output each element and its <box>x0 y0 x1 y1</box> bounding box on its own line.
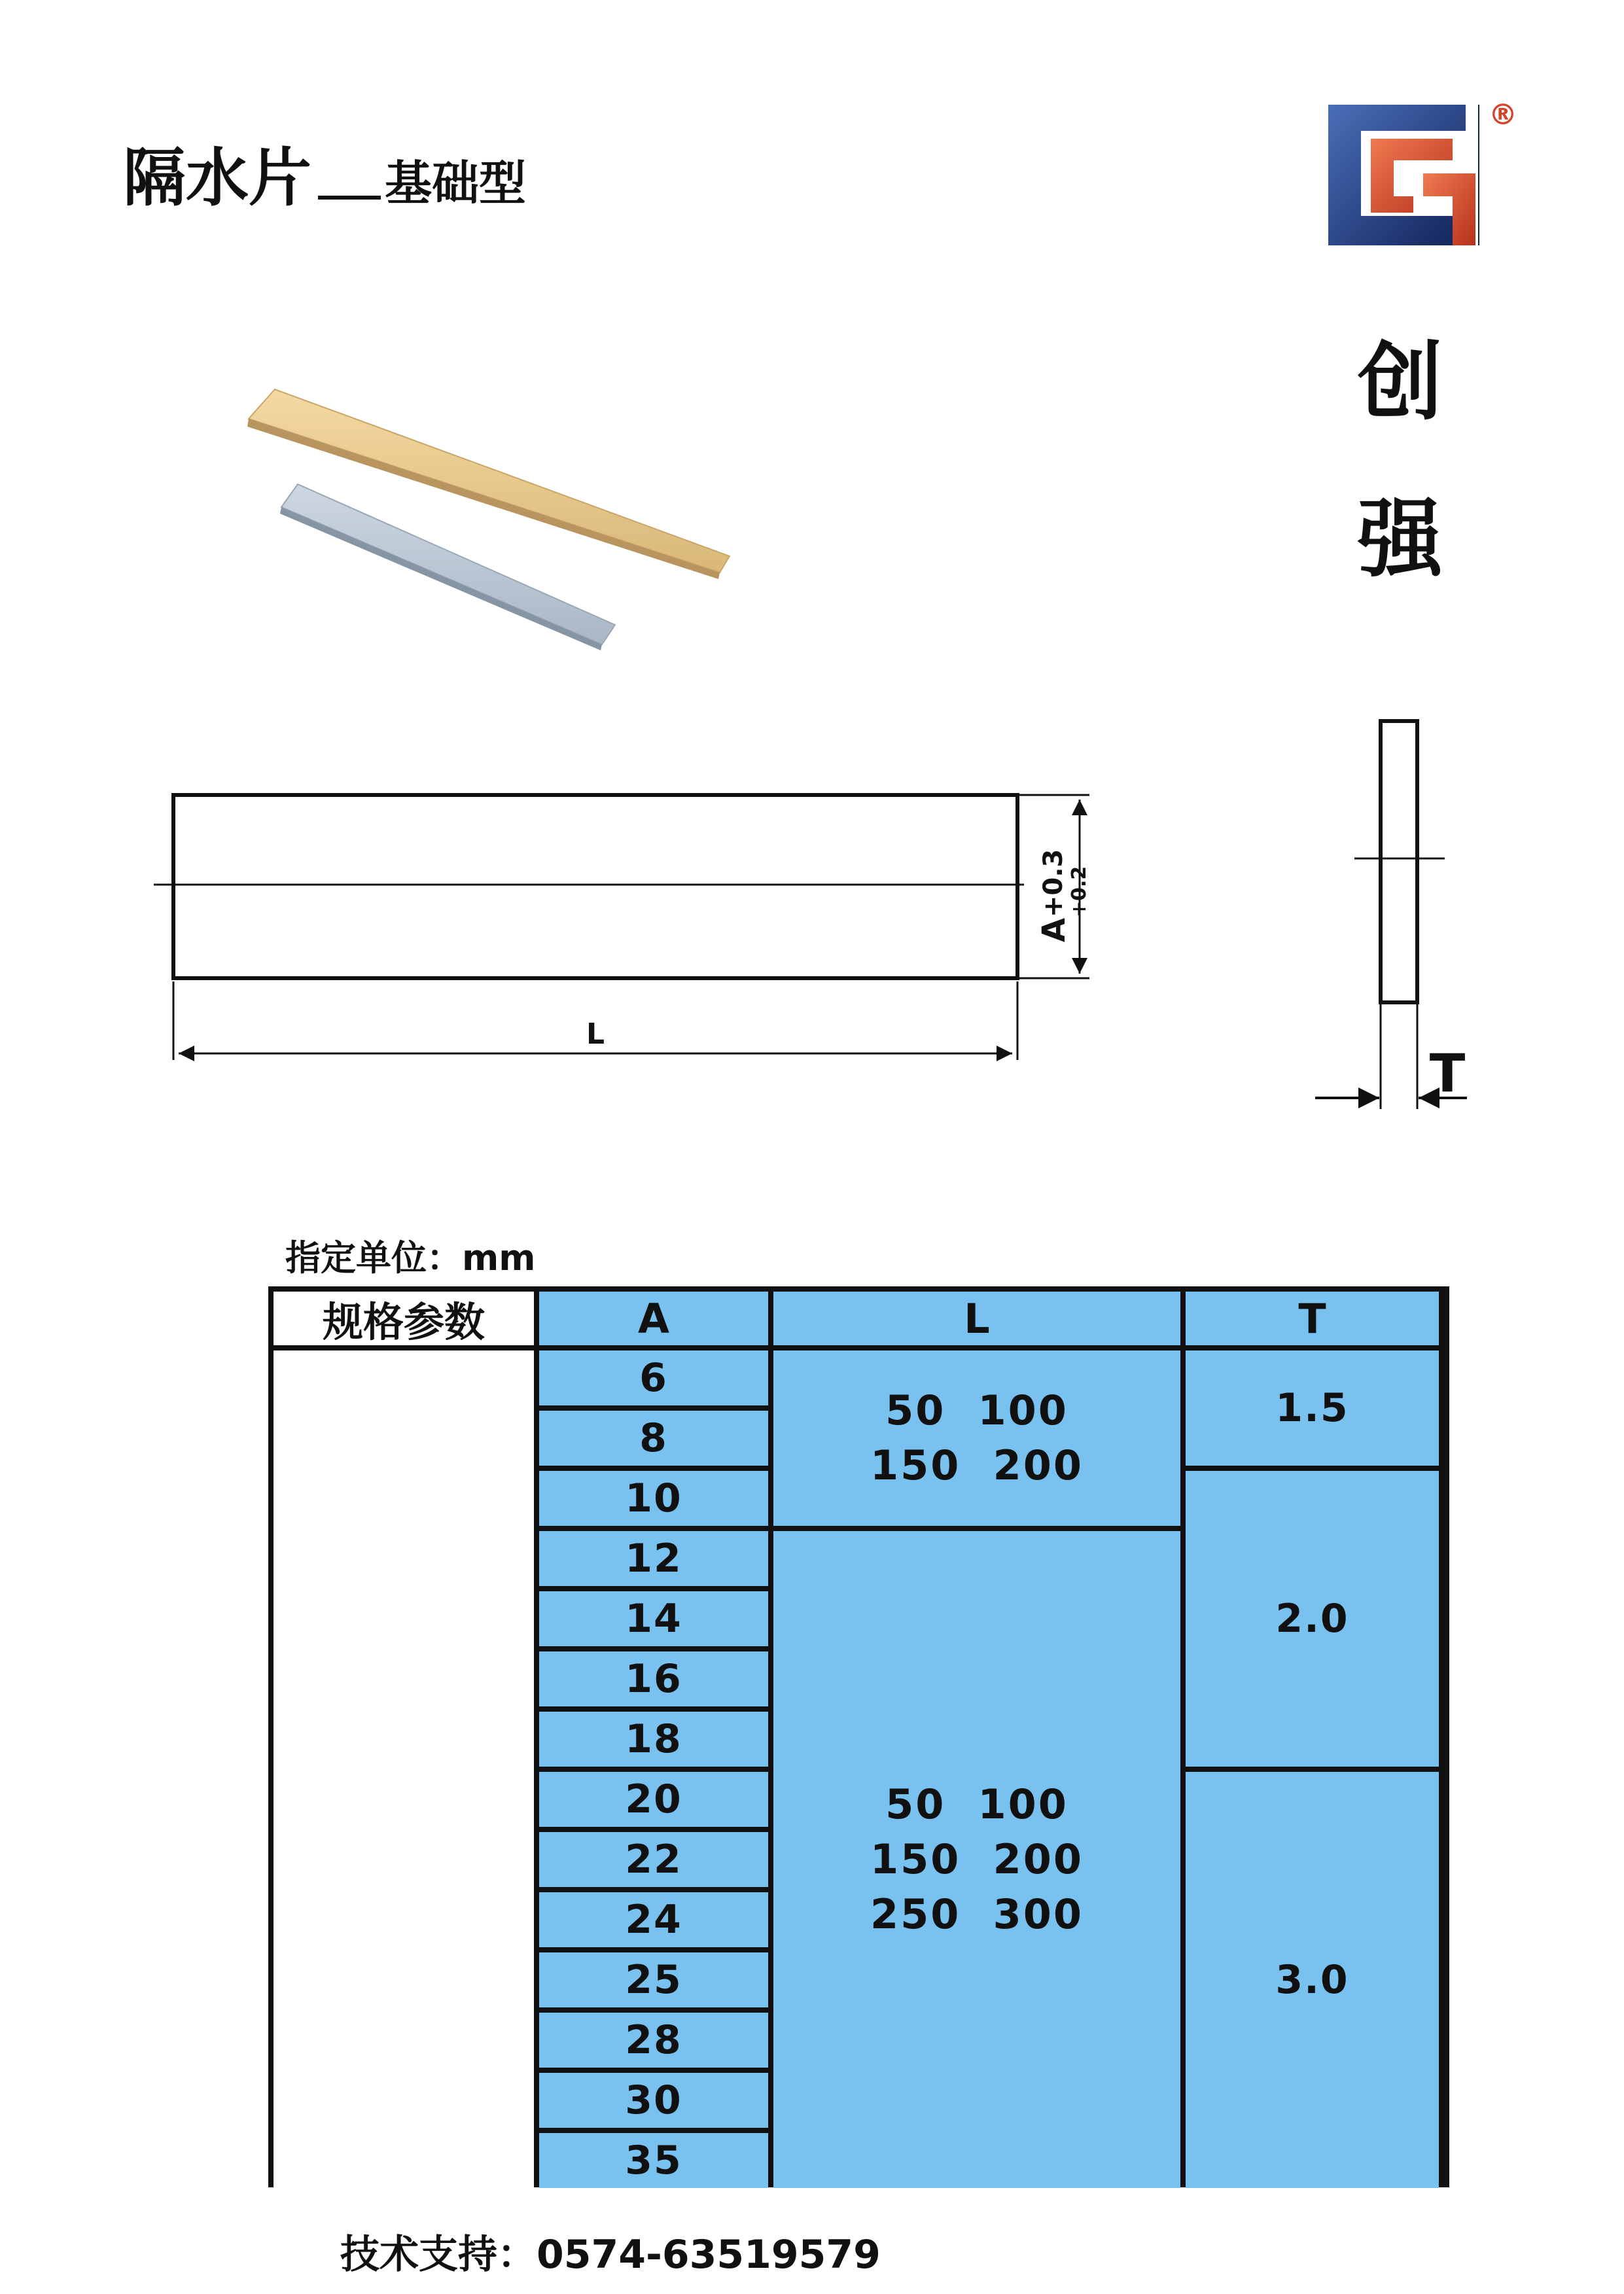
l-group-cell <box>773 1531 1180 2188</box>
tech-support-footer: 技术支持：0574-63519579 <box>340 2232 881 2278</box>
a-value-cell: 14 <box>539 1591 768 1646</box>
title-sub: 基础型 <box>385 156 527 211</box>
header-spec: 规格参数 <box>274 1292 534 1345</box>
l-value-line: 50 100 <box>885 1386 1068 1434</box>
thickness-label: T <box>1429 1043 1466 1104</box>
l-group-cell <box>773 1350 1180 1526</box>
unit-label: 指定单位：mm <box>285 1237 536 1279</box>
a-value-cell: 6 <box>539 1350 768 1405</box>
title-separator <box>318 196 381 200</box>
width-tol-lower: +0.2 <box>1068 866 1091 917</box>
brand-char-2: 强 <box>1357 489 1443 589</box>
page-title <box>123 128 526 218</box>
a-value-cell: 28 <box>539 2013 768 2068</box>
a-value-cell: 30 <box>539 2073 768 2128</box>
a-value-cell: 24 <box>539 1892 768 1947</box>
a-value-cell: 25 <box>539 1952 768 2007</box>
spec-column-body <box>274 1350 534 2188</box>
l-value-line: 250 300 <box>870 1890 1084 1938</box>
a-value-cell: 18 <box>539 1712 768 1767</box>
t-group-cell: 1.5 <box>1186 1350 1439 1466</box>
l-value-line: 150 200 <box>870 1835 1084 1883</box>
l-value-line: 150 200 <box>870 1441 1084 1489</box>
t-group-cell: 2.0 <box>1186 1471 1439 1767</box>
width-tol-upper: +0.3 <box>1038 849 1068 917</box>
length-label: L <box>586 1017 605 1051</box>
a-value-cell: 16 <box>539 1651 768 1706</box>
header-t: T <box>1186 1292 1439 1345</box>
a-value-cell: 8 <box>539 1411 768 1466</box>
front-view-drawing <box>141 785 1109 1080</box>
brand-char-1: 创 <box>1357 332 1443 432</box>
header-a: A <box>539 1292 768 1345</box>
header-l: L <box>773 1292 1180 1345</box>
a-value-cell: 35 <box>539 2133 768 2188</box>
spec-table <box>268 1286 1449 2187</box>
width-label: A <box>1036 917 1072 942</box>
a-value-cell: 22 <box>539 1832 768 1887</box>
a-value-cell: 12 <box>539 1531 768 1586</box>
a-value-cell: 20 <box>539 1772 768 1827</box>
spacer-strips-photo <box>236 379 746 661</box>
t-group-cell: 3.0 <box>1186 1772 1439 2188</box>
side-view-drawing <box>1302 713 1511 1138</box>
registered-mark: ® <box>1489 98 1517 132</box>
title-main: 隔水片 <box>123 141 311 215</box>
a-value-cell: 10 <box>539 1471 768 1526</box>
l-value-line: 50 100 <box>885 1780 1068 1828</box>
